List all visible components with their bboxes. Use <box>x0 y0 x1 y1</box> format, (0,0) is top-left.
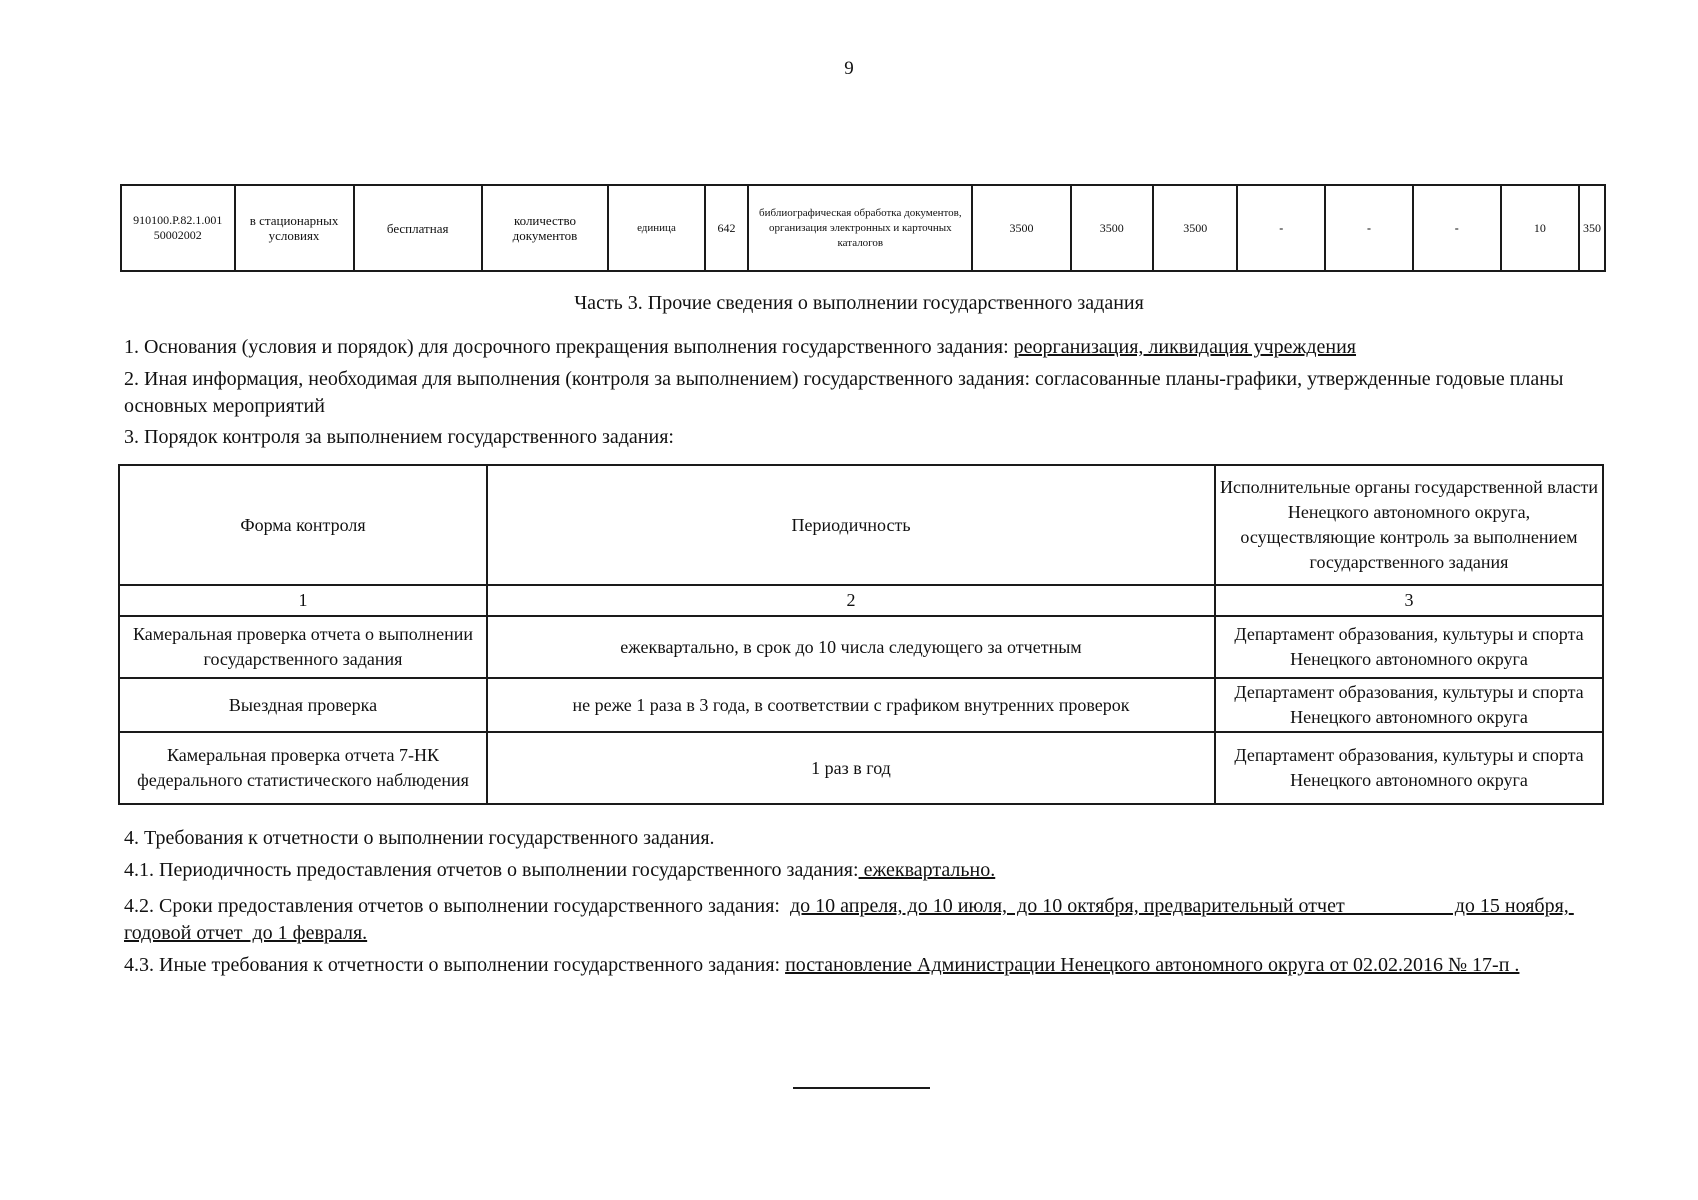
control-period: 1 раз в год <box>487 732 1215 804</box>
registry-code: 910100.Р.82.1.001 50002002 <box>121 185 235 271</box>
control-form: Выездная проверка <box>119 678 487 732</box>
page-number: 9 <box>844 58 854 79</box>
service-volume-table <box>120 184 1606 272</box>
table-row <box>121 185 1605 271</box>
item-4-1 <box>124 857 1604 884</box>
dash-3: - <box>1413 185 1501 271</box>
col-number-1: 1 <box>119 585 487 616</box>
item-3: 3. Порядок контроля за выполнением государственного задания: <box>124 426 674 448</box>
end-divider <box>793 1087 930 1089</box>
header-form: Форма контроля <box>119 465 487 585</box>
table-header-row <box>119 465 1603 585</box>
control-table <box>118 464 1604 805</box>
control-body: Департамент образования, культуры и спорта Ненецкого автономного округа <box>1215 678 1603 732</box>
service-conditions: в стационарных условиях <box>235 185 354 271</box>
item-4-2 <box>124 893 1604 947</box>
item-4-3 <box>124 952 1604 979</box>
header-body: Исполнительные органы государственной власти Ненецкого автономного округа, осуществляющие контроль за выполнением государственного задания <box>1215 465 1603 585</box>
control-period: ежеквартально, в срок до 10 числа следующего за отчетным <box>487 616 1215 678</box>
okei-code: 642 <box>705 185 748 271</box>
item-4-2-text: 4.2. Сроки предоставления отчетов о выполнении государственного задания: <box>124 895 790 917</box>
value-2: 3500 <box>1071 185 1153 271</box>
control-form: Камеральная проверка отчета 7-НК федерального статистического наблюдения <box>119 732 487 804</box>
control-body: Департамент образования, культуры и спорта Ненецкого автономного округа <box>1215 616 1603 678</box>
table-row <box>119 616 1603 678</box>
value-3: 3500 <box>1153 185 1237 271</box>
indicator-name: количество документов <box>482 185 608 271</box>
item-4-3-value: постановление Администрации Ненецкого автономного округа от 02.02.2016 № 17-п . <box>785 954 1520 976</box>
part-heading: Часть 3. Прочие сведения о выполнении государственного задания <box>574 292 1144 314</box>
value-1: 3500 <box>972 185 1070 271</box>
dash-2: - <box>1325 185 1413 271</box>
control-form: Камеральная проверка отчета о выполнении государственного задания <box>119 616 487 678</box>
item-1 <box>124 334 1604 361</box>
col-number-2: 2 <box>487 585 1215 616</box>
item-4-3-text: 4.3. Иные требования к отчетности о выполнении государственного задания: <box>124 954 786 976</box>
header-period: Периодичность <box>487 465 1215 585</box>
item-1-value: реорганизация, ликвидация учреждения <box>1013 336 1357 358</box>
table-row <box>119 678 1603 732</box>
col-number-3: 3 <box>1215 585 1603 616</box>
item-1-text: 1. Основания (условия и порядок) для досрочного прекращения выполнения государственного задания: <box>124 336 1014 358</box>
item-4-2-value: до 10 апреля, до 10 июля, до 10 октября, предварительный отчет до 15 ноября, годовой отчет до 1 февраля. <box>124 895 1574 944</box>
control-body: Департамент образования, культуры и спорта Ненецкого автономного округа <box>1215 732 1603 804</box>
dash-1: - <box>1237 185 1325 271</box>
payment-type: бесплатная <box>354 185 482 271</box>
absolute-deviation: 350 <box>1579 185 1605 271</box>
unit-name: единица <box>608 185 705 271</box>
table-number-row <box>119 585 1603 616</box>
item-4-1-value: ежеквартально. <box>858 859 996 881</box>
item-4: 4. Требования к отчетности о выполнении государственного задания. <box>124 827 715 849</box>
service-description: библиографическая обработка документов, организация электронных и карточных каталогов <box>748 185 972 271</box>
table-row <box>119 732 1603 804</box>
percent-deviation: 10 <box>1501 185 1579 271</box>
item-2: 2. Иная информация, необходимая для выполнения (контроля за выполнением) государственного задания: согласованные планы-графики, утвержденные годовые планы основных мероприятий <box>124 368 1564 417</box>
item-4-1-text: 4.1. Периодичность предоставления отчетов о выполнении государственного задания: <box>124 859 859 881</box>
control-period: не реже 1 раза в 3 года, в соответствии с графиком внутренних проверок <box>487 678 1215 732</box>
